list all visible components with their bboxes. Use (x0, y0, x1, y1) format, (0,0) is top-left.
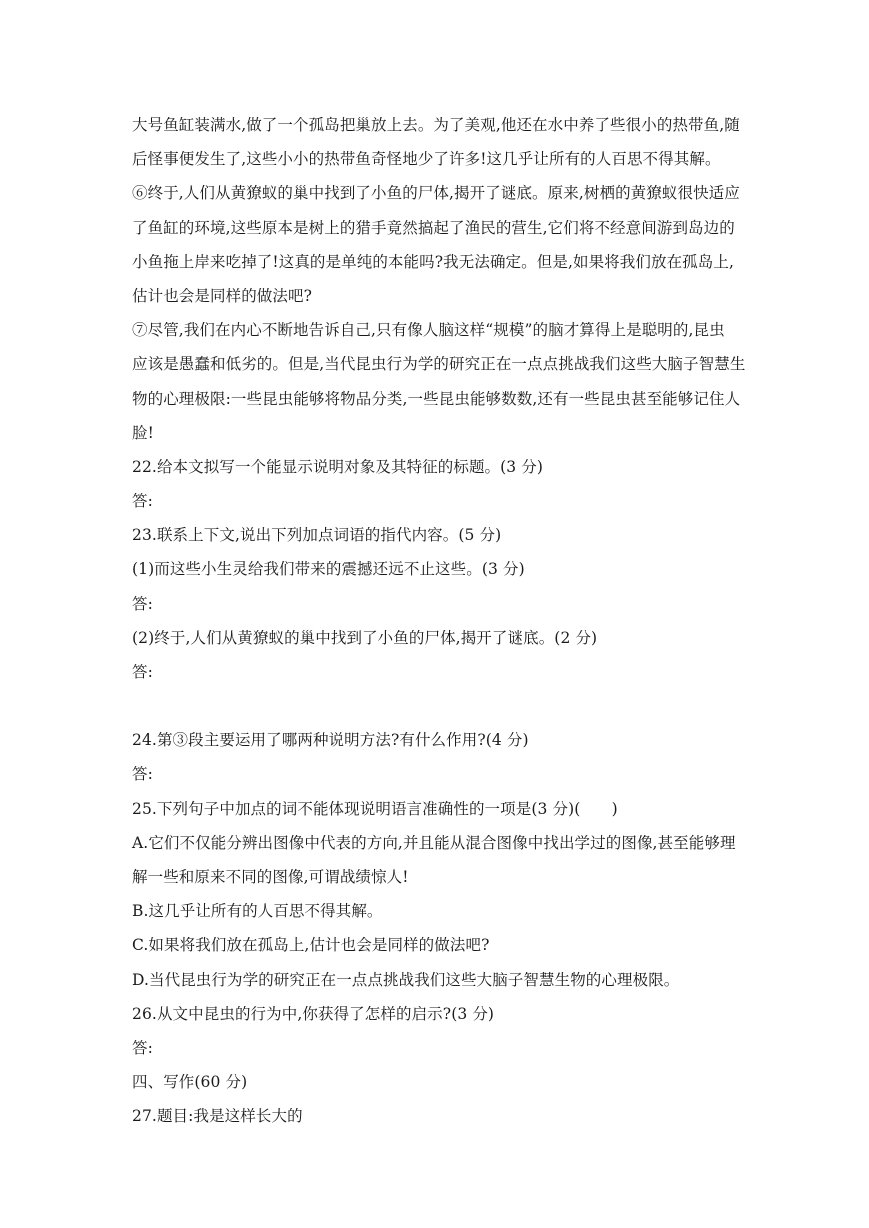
option-b: B.这几乎让所有的人百思不得其解。 (132, 902, 383, 921)
option-a: A.它们不仅能分辨出图像中代表的方向,并且能从混合图像中找出学过的图像,甚至能够理 (132, 833, 736, 852)
text-line: 物的心理极限:一些昆虫能够将物品分类,一些昆虫能够数数,还有一些昆虫甚至能够记住人 (132, 389, 741, 408)
text-line: 了鱼缸的环境,这些原本是树上的猎手竟然搞起了渔民的营生,它们将不经意间游到岛边的 (132, 218, 735, 237)
question-23-part-2: (2)终于,人们从黄獠蚁的巢中找到了小鱼的尸体,揭开了谜底。(2 分) (132, 628, 598, 647)
text-line: 大号鱼缸装满水,做了一个孤岛把巢放上去。为了美观,他还在水中养了些很小的热带鱼,随 (132, 116, 740, 134)
text-line: 应该是愚蠢和低劣的。但是,当代昆虫行为学的研究正在一点点挑战我们这些大脑子智慧生 (132, 355, 746, 374)
question-23: 23.联系上下文,说出下列加点词语的指代内容。(5 分) (132, 526, 502, 545)
answer-label: 答: (132, 663, 153, 681)
paragraph-7-line: ⑦尽管,我们在内心不断地告诉自己,只有像人脑这样“规模”的脑才算得上是聪明的,昆虫 (132, 321, 725, 340)
document-page (132, 108, 746, 1133)
answer-label: 答: (132, 1038, 153, 1057)
question-25: 25.下列句子中加点的词不能体现说明语言准确性的一项是(3 分)( ) (132, 799, 618, 818)
text-line: 后怪事便发生了,这些小小的热带鱼奇怪地少了许多!这几乎让所有的人百思不得其解。 (132, 150, 721, 169)
answer-label: 答: (132, 492, 153, 511)
text-line: 脸! (132, 423, 154, 442)
question-26: 26.从文中昆虫的行为中,你获得了怎样的启示?(3 分) (132, 1004, 495, 1023)
answer-label: 答: (132, 765, 153, 784)
question-24: 24.第③段主要运用了哪两种说明方法?有什么作用?(4 分) (132, 731, 529, 750)
question-23-part-1: (1)而这些小生灵给我们带来的震撼还远不止这些。(3 分) (132, 560, 525, 579)
answer-label: 答: (132, 594, 153, 613)
section-4-heading: 四、写作(60 分) (132, 1073, 248, 1092)
text-line: 小鱼拖上岸来吃掉了!这真的是单纯的本能吗?我无法确定。但是,如果将我们放在孤岛上, (132, 252, 734, 271)
question-27: 27.题目:我是这样长大的 (132, 1107, 303, 1126)
question-22: 22.给本文拟写一个能显示说明对象及其特征的标题。(3 分) (132, 457, 544, 476)
option-a-continued: 解一些和原来不同的图像,可谓战绩惊人! (132, 867, 409, 886)
blank-space (132, 689, 742, 723)
option-c: C.如果将我们放在孤岛上,估计也会是同样的做法吧? (132, 936, 490, 955)
paragraph-6-line: ⑥终于,人们从黄獠蚁的巢中找到了小鱼的尸体,揭开了谜底。原来,树栖的黄獠蚁很快适应 (132, 184, 740, 203)
text-line: 估计也会是同样的做法吧? (132, 286, 313, 305)
option-d: D.当代昆虫行为学的研究正在一点点挑战我们这些大脑子智慧生物的心理极限。 (132, 970, 680, 989)
